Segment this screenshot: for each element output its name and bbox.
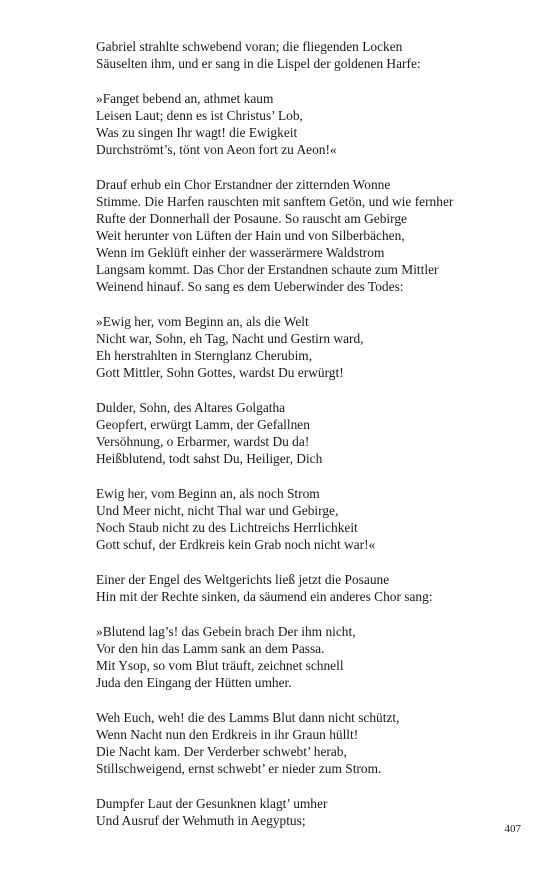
text-line: Gabriel strahlte schwebend voran; die fliegenden Locken xyxy=(96,39,403,54)
text-line: Weit herunter von Lüften der Hain und von Silberbächen, xyxy=(96,228,405,243)
text-line: Hin mit der Rechte sinken, da säumend ein anderes Chor sang: xyxy=(96,589,433,604)
text-line: Vor den hin das Lamm sank an dem Passa. xyxy=(96,641,325,656)
text-line: Mit Ysop, so vom Blut träuft, zeichnet schnell xyxy=(96,658,344,673)
text-line: Juda den Eingang der Hütten umher. xyxy=(96,675,292,690)
text-line: Geopfert, erwürgt Lamm, der Gefallnen xyxy=(96,417,310,432)
text-line: Stillschweigend, ernst schwebt’ er nieder zum Strom. xyxy=(96,761,382,776)
page-text xyxy=(96,38,536,847)
text-line: Durchströmt’s, tönt von Aeon fort zu Aeon!« xyxy=(96,142,337,157)
text-line: »Blutend lag’s! das Gebein brach Der ihm nicht, xyxy=(96,624,356,639)
text-line: Und Ausruf der Wehmuth in Aegyptus; xyxy=(96,813,306,828)
text-line: Nicht war, Sohn, eh Tag, Nacht und Gestirn ward, xyxy=(96,331,364,346)
page-number: 407 xyxy=(504,823,521,835)
text-line: Wenn im Geklüft einher der wasserärmere Waldstrom xyxy=(96,245,385,260)
text-line: Weh Euch, weh! die des Lamms Blut dann nicht schützt, xyxy=(96,710,400,725)
text-line: Säuselten ihm, und er sang in die Lispel der goldenen Harfe: xyxy=(96,56,421,71)
stanza-5 xyxy=(96,399,536,467)
stanza-6 xyxy=(96,485,536,553)
text-line: Ewig her, vom Beginn an, als noch Strom xyxy=(96,486,320,501)
stanza-9 xyxy=(96,709,536,777)
text-line: Stimme. Die Harfen rauschten mit sanftem Getön, und wie fernher xyxy=(96,194,454,209)
text-line: Einer der Engel des Weltgerichts ließ jetzt die Posaune xyxy=(96,572,390,587)
text-line: »Fanget bebend an, athmet kaum xyxy=(96,91,274,106)
text-line: Und Meer nicht, nicht Thal war und Gebirge, xyxy=(96,503,339,518)
text-line: Dulder, Sohn, des Altares Golgatha xyxy=(96,400,286,415)
text-line: Langsam kommt. Das Chor der Erstandnen schaute zum Mittler xyxy=(96,262,439,277)
stanza-10 xyxy=(96,795,536,829)
text-line: Rufte der Donnerhall der Posaune. So rauscht am Gebirge xyxy=(96,211,407,226)
stanza-1 xyxy=(96,38,536,72)
text-line: Heißblutend, todt sahst Du, Heiliger, Dich xyxy=(96,451,323,466)
stanza-2 xyxy=(96,90,536,158)
text-line: Die Nacht kam. Der Verderber schwebt’ herab, xyxy=(96,744,347,759)
text-line: Gott Mittler, Sohn Gottes, wardst Du erwürgt! xyxy=(96,365,344,380)
text-line: Gott schuf, der Erdkreis kein Grab noch nicht war!« xyxy=(96,537,376,552)
text-line: Was zu singen Ihr wagt! die Ewigkeit xyxy=(96,125,298,140)
text-line: »Ewig her, vom Beginn an, als die Welt xyxy=(96,314,309,329)
text-line: Dumpfer Laut der Gesunknen klagt’ umher xyxy=(96,796,328,811)
text-line: Eh herstrahlten in Sternglanz Cherubim, xyxy=(96,348,313,363)
text-line: Wenn Nacht nun den Erdkreis in ihr Graun hüllt! xyxy=(96,727,359,742)
text-line: Weinend hinauf. So sang es dem Ueberwinder des Todes: xyxy=(96,279,404,294)
stanza-3 xyxy=(96,176,536,295)
text-line: Versöhnung, o Erbarmer, wardst Du da! xyxy=(96,434,310,449)
text-line: Leisen Laut; denn es ist Christus’ Lob, xyxy=(96,108,303,123)
stanza-4 xyxy=(96,313,536,381)
stanza-7 xyxy=(96,571,536,605)
stanza-8 xyxy=(96,623,536,691)
text-line: Drauf erhub ein Chor Erstandner der zitternden Wonne xyxy=(96,177,391,192)
text-line: Noch Staub nicht zu des Lichtreichs Herrlichkeit xyxy=(96,520,358,535)
